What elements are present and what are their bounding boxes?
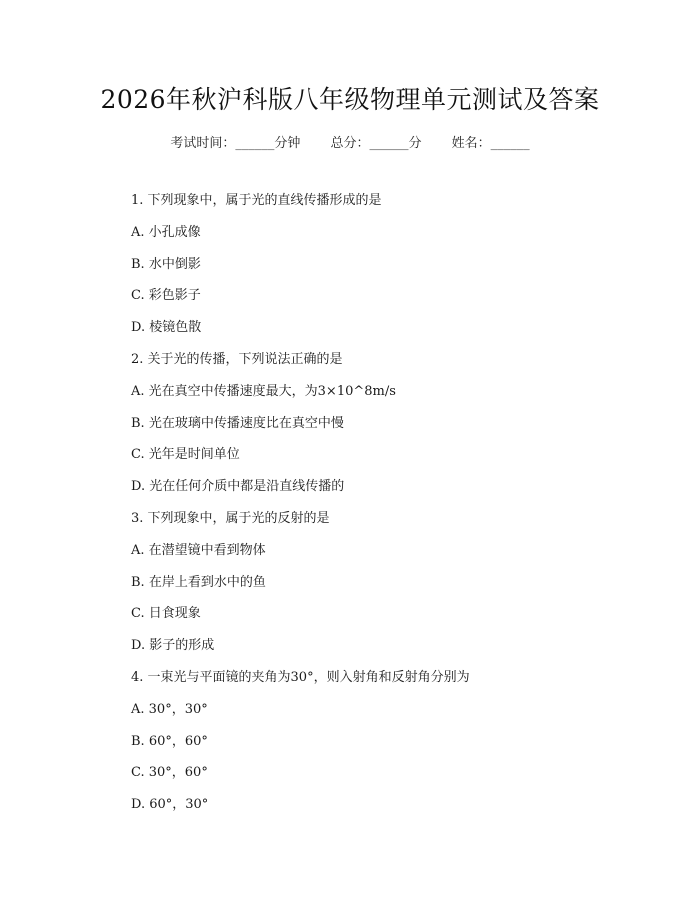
question-4-option-c: C. 30°，60° [131, 765, 208, 781]
exam-info [0, 132, 700, 151]
question-2-stem: 2. 关于光的传播，下列说法正确的是 [131, 351, 343, 367]
question-list [131, 191, 651, 827]
question-1-option-d: D. 棱镜色散 [131, 320, 202, 336]
question-2-option-b: B. 光在玻璃中传播速度比在真空中慢 [131, 415, 344, 431]
page-title: 2026年秋沪科版八年级物理单元测试及答案 [100, 85, 600, 114]
question-3-option-a: A. 在潜望镜中看到物体 [131, 542, 266, 558]
question-2-option-c: C. 光年是时间单位 [131, 447, 240, 463]
total-score-field: 总分：______分 [330, 136, 422, 151]
question-4-stem: 4. 一束光与平面镜的夹角为30°，则入射角和反射角分别为 [131, 669, 470, 685]
question-1-option-c: C. 彩色影子 [131, 288, 201, 304]
question-3-option-b: B. 在岸上看到水中的鱼 [131, 574, 266, 590]
question-4-option-a: A. 30°，30° [131, 701, 208, 717]
question-1-option-a: A. 小孔成像 [131, 224, 201, 240]
question-1-option-b: B. 水中倒影 [131, 256, 201, 272]
question-4-option-d: D. 60°，30° [131, 797, 209, 813]
question-3-stem: 3. 下列现象中，属于光的反射的是 [131, 510, 330, 526]
question-2-option-a: A. 光在真空中传播速度最大，为3×10^8m/s [131, 383, 396, 399]
question-2-option-d: D. 光在任何介质中都是沿直线传播的 [131, 479, 345, 495]
question-3-option-d: D. 影子的形成 [131, 638, 215, 654]
question-1-stem: 1. 下列现象中，属于光的直线传播形成的是 [131, 193, 382, 208]
exam-time-field: 考试时间：______分钟 [170, 136, 301, 151]
question-3-option-c: C. 日食现象 [131, 606, 201, 622]
student-name-field: 姓名：______ [451, 136, 530, 151]
question-4-option-b: B. 60°，60° [131, 733, 208, 749]
